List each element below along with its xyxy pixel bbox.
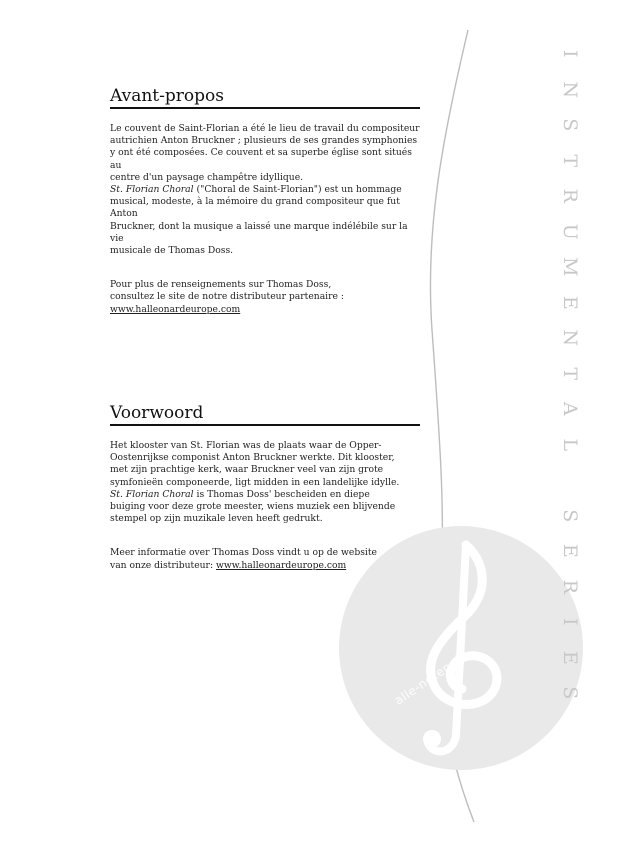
series-letter: E [558,650,581,665]
paragraph: Het klooster van St. Florian was de plaats waar de Opper- Oostenrijkse componist Anton Bruckner werkte. Dit klooster, met zijn prachtige kerk, waar Bruckner veel van zijn grote symfonieën componeerde, ligt midden in een landelijke idylle. St. Florian Choral is Thomas Doss' bescheiden en diepe buiging voor deze grote meester, wiens muziek een blijvende stempel op zijn muzikale leven heeft gedrukt. [110,440,400,525]
series-letter: M [558,257,581,277]
watermark-text: alle-noten.de [392,648,471,708]
series-vertical-title [554,36,584,711]
series-letter: I [558,617,581,626]
paragraph: Le couvent de Saint-Florian a été le lieu de travail du compositeur autrichien Anton Bruckner ; plusieurs de ses grandes symphonies y ont été composées. Ce couvent et sa superbe église sont situés au centre d'un paysage champêtre idyllique. St. Florian Choral ("Choral de Saint-Florian") est un hommage musical, modeste, à la mémoire du grand compositeur que fut Anton Bruckner, dont la musique a laissé une marque indélébile sur la vie musicale de Thomas Doss. [110,123,420,257]
series-letter: T [558,153,581,167]
series-letter: S [558,508,581,522]
series-letter: R [558,188,581,203]
series-letter: U [558,223,581,240]
heading-rule [110,424,420,426]
series-letter: A [558,401,581,416]
series-letter: S [558,686,581,700]
paragraph: Pour plus de renseignements sur Thomas Doss, consultez le site de notre distributeur partenaire : www.halleonardeurope.com [110,279,344,315]
series-letter [551,465,587,495]
series-letter: N [558,329,581,347]
series-letter: T [558,366,581,380]
paragraph: Meer informatie over Thomas Doss vindt u op de website van onze distributeur: www.halleonardeurope.com [110,547,377,571]
series-letter: I [558,49,581,58]
section-heading: Voorwoord [110,403,204,423]
work-title: St. Florian Choral [110,488,194,500]
website-link[interactable]: www.halleonardeurope.com [215,559,347,571]
series-letter: E [558,543,581,558]
section-voorwoord [110,403,422,572]
series-letter: L [558,437,581,451]
series-letter: R [558,579,581,594]
work-title: St. Florian Choral [110,184,194,196]
series-letter: E [558,295,581,310]
section-avant-propos [110,86,422,316]
heading-rule [110,107,420,109]
series-letter: S [558,118,581,132]
series-letter: N [558,80,581,98]
section-heading: Avant-propos [110,86,224,106]
website-link[interactable]: www.halleonardeurope.com [110,303,241,315]
